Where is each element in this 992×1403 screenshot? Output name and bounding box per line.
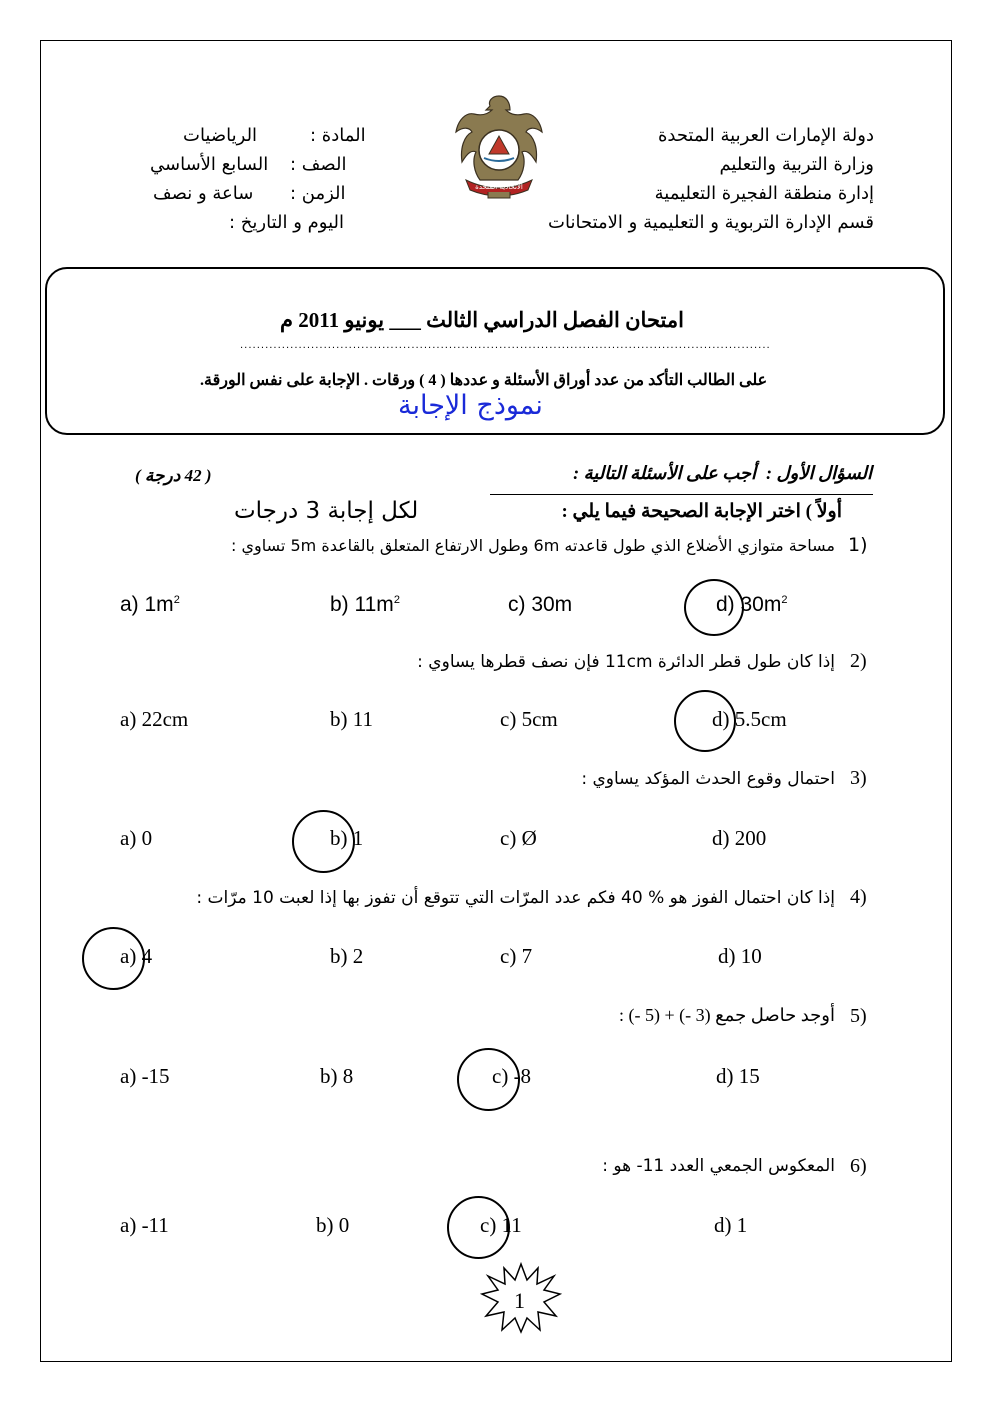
- header-institution-block: [548, 121, 874, 237]
- exam-title: امتحان الفصل الدراسي الثالث ___ يونيو 2011 م: [280, 308, 684, 332]
- question-number: 3): [850, 767, 867, 789]
- option-c[interactable]: c) 30m: [508, 593, 573, 616]
- section-underline: [490, 494, 873, 495]
- question-text: المعكوس الجمعي العدد 11- هو :: [602, 1156, 835, 1176]
- question-one-label: السؤال الأول :: [766, 463, 872, 483]
- part-one-marks: لكل إجابة 3 درجات: [234, 498, 419, 524]
- answer-circle: [457, 1048, 520, 1111]
- question-text: أوجد حاصل جمع (3 -) + (5 -) :: [618, 1005, 835, 1025]
- option-a[interactable]: a) 0: [120, 826, 153, 850]
- option-b[interactable]: b) 8: [320, 1064, 354, 1088]
- answer-circle: [82, 927, 145, 990]
- option-a[interactable]: a) 22cm: [120, 707, 189, 731]
- option-c[interactable]: c) Ø: [500, 826, 537, 850]
- option-d[interactable]: d) 5.5cm: [712, 707, 787, 731]
- date-label: اليوم و التاريخ :: [229, 212, 345, 233]
- question-one-instruction: أجب على الأسئلة التالية :: [573, 463, 756, 483]
- option-c[interactable]: c) -8: [492, 1064, 532, 1088]
- header-line-zone: إدارة منطقة الفجيرة التعليمية: [654, 183, 874, 204]
- time-value: ساعة و نصف: [153, 183, 254, 204]
- option-a[interactable]: a) $1m^2$: [120, 593, 180, 616]
- question-number: 6): [850, 1155, 867, 1177]
- answer-circle: [674, 690, 736, 752]
- header-line-department: قسم الإدارة التربوية و التعليمية و الامتحانات: [548, 212, 874, 233]
- svg-text:الاتحادية المتحدة: الاتحادية المتحدة: [475, 183, 523, 191]
- option-b[interactable]: b) 0: [316, 1213, 350, 1237]
- page-number: 1: [514, 1288, 525, 1313]
- total-marks: ( 42 درجة ): [135, 466, 212, 485]
- option-d[interactable]: d) 15: [716, 1064, 760, 1088]
- option-a[interactable]: a) -15: [120, 1064, 170, 1088]
- time-label: الزمن :: [290, 183, 346, 204]
- answer-circle: [447, 1196, 510, 1259]
- option-a[interactable]: a) 4: [120, 944, 153, 968]
- option-b[interactable]: b) 1: [330, 826, 364, 850]
- option-d[interactable]: d) 200: [712, 826, 767, 850]
- question-number: 5): [850, 1005, 867, 1027]
- header-line-ministry: وزارة التربية والتعليم: [719, 154, 874, 175]
- question-text: احتمال وقوع الحدث المؤكد يساوي :: [581, 769, 835, 789]
- question-text: إذا كان احتمال الفوز هو % 40 فكم عدد المرّات التي تتوقع أن تفوز بها إذا لعبت 10 مرّات :: [196, 888, 835, 908]
- option-b[interactable]: b) 2: [330, 944, 364, 968]
- option-d[interactable]: d) $30m^2$: [716, 593, 788, 616]
- model-answer-label: نموذج الإجابة: [398, 390, 543, 421]
- option-d[interactable]: d) 10: [718, 944, 762, 968]
- grade-value: السابع الأساسي: [150, 154, 269, 175]
- question-number: 1): [848, 534, 868, 556]
- question-text: إذا كان طول قطر الدائرة 11cm فإن نصف قطرها يساوي :: [417, 652, 835, 672]
- subject-label: المادة :: [310, 125, 366, 146]
- header-line-country: دولة الإمارات العربية المتحدة: [657, 125, 874, 146]
- uae-emblem-icon: [452, 92, 547, 200]
- exam-instruction: على الطالب التأكد من عدد أوراق الأسئلة و عددها ( 4 ) ورقات . الإجابة على نفس الورقة.: [200, 372, 768, 389]
- subject-value: الرياضيات: [183, 125, 258, 146]
- grade-label: الصف :: [290, 154, 347, 175]
- answer-circle: [292, 810, 355, 873]
- option-a[interactable]: a) -11: [120, 1213, 169, 1237]
- option-c[interactable]: c) 7: [500, 944, 533, 968]
- answer-circle: [684, 579, 744, 636]
- option-d[interactable]: d) 1: [714, 1213, 748, 1237]
- option-c[interactable]: c) 5cm: [500, 707, 558, 731]
- option-c[interactable]: c) 11: [480, 1213, 522, 1237]
- option-b[interactable]: b) 11: [330, 707, 373, 731]
- question-number: 2): [850, 650, 867, 672]
- dotted-separator: ...............................................................................................................................: [240, 340, 771, 351]
- question-number: 4): [850, 886, 867, 908]
- option-b[interactable]: b) $11m^2$: [330, 593, 400, 616]
- question-text: مساحة متوازي الأضلاع الذي طول قاعدته 6m وطول الارتفاع المتعلق بالقاعدة 5m تساوي :: [231, 536, 835, 555]
- part-one-instruction: أولاً ) اختر الإجابة الصحيحة فيما يلي :: [561, 501, 842, 522]
